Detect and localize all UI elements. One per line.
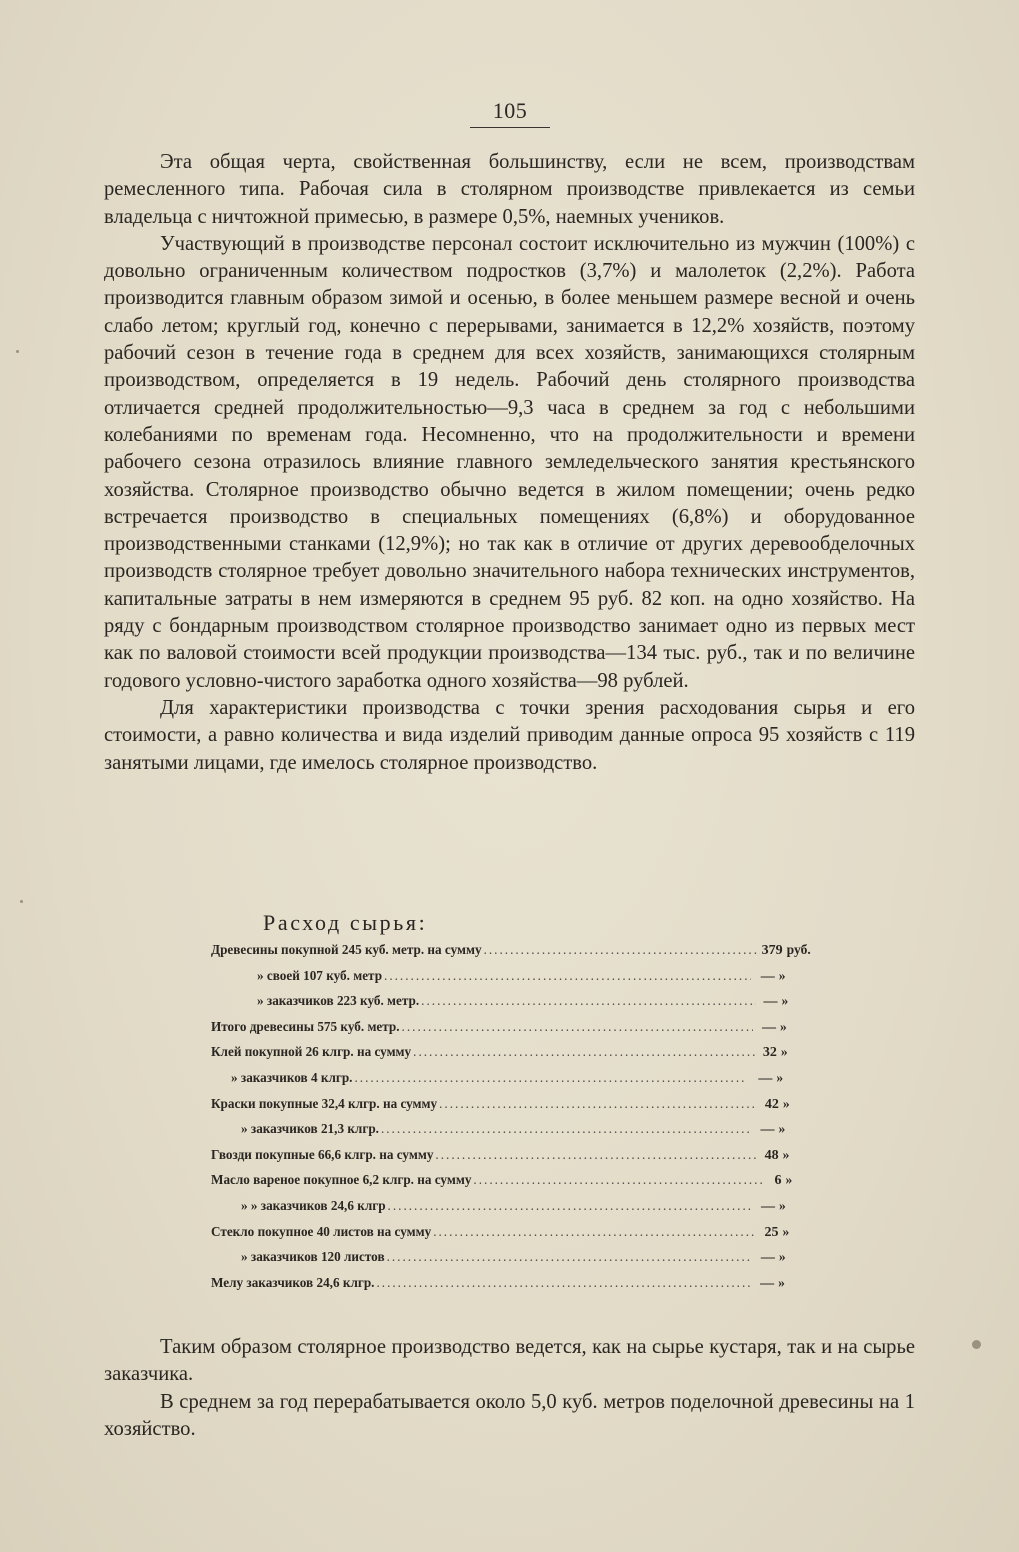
table-row — [211, 968, 811, 994]
row-unit: » — [776, 1069, 784, 1085]
leader-dots — [381, 1121, 750, 1137]
leader-dots — [484, 942, 760, 958]
row-value: 42 — [764, 1096, 779, 1112]
table-row — [211, 942, 811, 968]
table-row — [211, 993, 811, 1019]
row-unit: » — [778, 1249, 786, 1265]
leader-dots — [473, 1172, 762, 1188]
row-item: Итого древесины 575 куб. метр. — [211, 1018, 400, 1034]
row-value: — — [760, 968, 775, 984]
row-item: » заказчиков 21,3 клгр. — [241, 1121, 379, 1137]
row-value: 32 — [762, 1045, 777, 1061]
table-row — [211, 1198, 811, 1224]
leader-dots — [435, 1147, 757, 1163]
paragraph: Участвующий в производстве персонал состоит исключительно из мужчин (100%) с довольно ограниченным количеством подростков (3,7%) и малолеток (2,2%). Работа производится главным образом зимой и осенью, в более меньшем размере весной и очень слабо летом; круглый год, конечно с перерывами, занимается в 12,2% хозяйств, поэтому рабочий сезон в течение года в среднем для всех хозяйств, занимающихся столярным производством, определяется в 19 недель. Рабочий день столярного производства отличается средней продолжительностью—9,3 часа в среднем за год с небольшими колебаниями по временам года. Несомненно, что на продолжительности и времени рабочего сезона отразилось влияние главного земледельческого занятия крестьянского хозяйства. Столярное производство обычно ведется в жилом помещении; очень редко встречается производство в специальных помещениях (6,8%) и оборудованное производственными станками (12,9%); но так как в отличие от других деревообделочных производств столярное требует довольно значительного набора технических инструментов, капитальные затраты в нем измеряются в среднем 95 руб. 82 коп. на одно хозяйство. На ряду с бондарным производством столярное производство занимает одно из первых мест как по валовой стоимости всей продукции производства—134 тыс. руб., так и по величине годового условно-чистого заработка одного хозяйства—98 рублей. — [104, 232, 915, 692]
leader-dots — [433, 1224, 757, 1240]
row-value: — — [760, 1122, 775, 1138]
row-item: Клей покупной 26 клгр. на сумму — [211, 1044, 412, 1060]
row-value: — — [758, 1070, 773, 1086]
paper-speck — [20, 900, 23, 903]
row-item: » заказчиков 4 клгр. — [231, 1069, 353, 1085]
table-row — [211, 1070, 811, 1096]
row-value: 379 — [761, 943, 783, 958]
row-item: Древесины покупной 245 куб. метр. на сумму — [211, 942, 482, 957]
paragraph: Для характеристики производства с точки зрения расходования сырья и его стоимости, а равно количества и вида изделий приводим данные опроса 95 хозяйств с 119 занятыми лицами, где имелось столярное производство. — [104, 696, 915, 774]
row-value: — — [760, 1250, 775, 1266]
row-unit: » — [778, 1197, 786, 1213]
leader-dots — [387, 1249, 752, 1265]
paragraph: Эта общая черта, свойственная большинству, если не всем, производствам ремесленного типа. Рабочая сила в столярном производстве привлекается из семьи владельца с ничтожной примесью, в размере 0,5%, наемных учеников. — [104, 151, 915, 228]
row-value: — — [763, 994, 778, 1010]
table-row — [211, 1172, 811, 1198]
row-value: — — [762, 1019, 777, 1035]
table-row — [211, 1096, 811, 1122]
leader-dots — [388, 1198, 752, 1214]
row-item: Гвозди покупные 66,6 клгр. на сумму — [211, 1146, 434, 1162]
page-number: 105 — [470, 98, 550, 128]
row-unit: » — [780, 1018, 787, 1034]
row-unit: » — [782, 1095, 790, 1111]
row-unit: » — [781, 993, 789, 1009]
leader-dots — [413, 1044, 754, 1060]
row-unit: » — [782, 1146, 790, 1162]
row-value: 6 — [774, 1173, 782, 1189]
row-unit: » — [780, 1044, 788, 1060]
row-unit: » — [778, 967, 786, 983]
leader-dots — [376, 1275, 749, 1291]
table-row — [211, 1147, 811, 1173]
row-item: Масло вареное покупное 6,2 клгр. на сумму — [211, 1172, 472, 1188]
row-item: Стекло покупное 40 листов на сумму — [211, 1223, 432, 1239]
leader-dots — [421, 993, 755, 1009]
raw-material-table — [211, 942, 811, 1300]
table-row — [211, 1044, 811, 1070]
row-item: Мелу заказчиков 24,6 клгр. — [211, 1274, 375, 1290]
row-value: — — [760, 1275, 775, 1291]
row-unit: » — [782, 1223, 790, 1239]
table-row — [211, 1249, 811, 1275]
table-row — [211, 1121, 811, 1147]
row-value: 48 — [764, 1147, 779, 1163]
conclusion-text — [104, 1334, 915, 1443]
leader-dots — [439, 1096, 758, 1112]
row-item: » своей 107 куб. метр — [257, 967, 383, 983]
intro-text — [104, 149, 915, 777]
paper-speck — [972, 1340, 981, 1349]
row-item: Краски покупные 32,4 клгр. на сумму — [211, 1095, 438, 1111]
leader-dots — [354, 1070, 746, 1086]
row-item: » заказчиков 120 листов — [241, 1249, 385, 1265]
paper-speck — [16, 350, 19, 353]
leader-dots — [402, 1019, 753, 1035]
table-row — [211, 1224, 811, 1250]
row-unit: руб. — [786, 942, 811, 957]
row-unit: » — [778, 1274, 785, 1290]
paragraph: В среднем за год перерабатывается около 5,0 куб. метров поделочной древесины на 1 хозяйство. — [104, 1390, 915, 1440]
row-unit: » — [778, 1121, 786, 1137]
leader-dots — [384, 968, 751, 984]
row-item: » » заказчиков 24,6 клгр — [241, 1197, 386, 1213]
row-value: — — [760, 1198, 775, 1214]
table-heading: Расход сырья: — [263, 910, 428, 935]
table-row — [211, 1019, 811, 1045]
row-item: » заказчиков 223 куб. метр. — [257, 993, 420, 1009]
row-unit: » — [785, 1172, 793, 1188]
table-row — [211, 1275, 811, 1301]
paragraph: Таким образом столярное производство ведется, как на сырье кустаря, так и на сырье заказчика. — [104, 1336, 915, 1386]
row-value: 25 — [764, 1224, 779, 1240]
